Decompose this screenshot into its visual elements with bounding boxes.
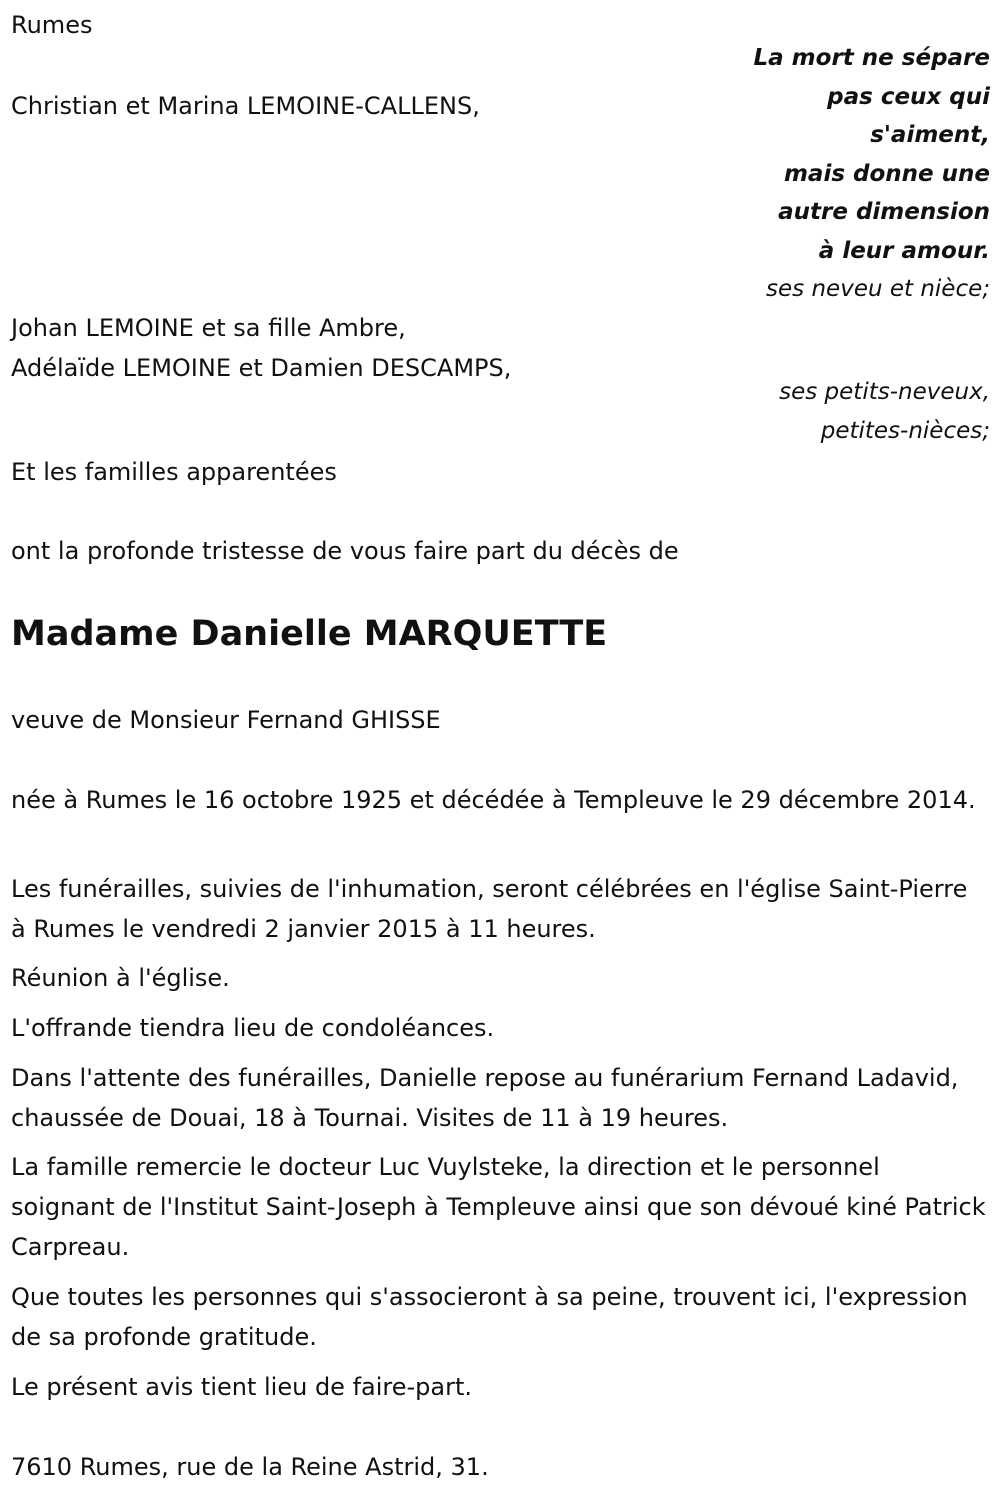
quote-line: s'aiment,: [870, 122, 990, 148]
funeral-paragraph: Les funérailles, suivies de l'inhumation, seront célébrées en l'église Saint-Pierre à Rumes le vendredi 2 janvier 2015 à 11 heures.: [11, 875, 968, 943]
widow-of: veuve de Monsieur Fernand GHISSE: [11, 706, 441, 734]
locality: Rumes: [11, 11, 93, 39]
thanks-paragraph: La famille remercie le docteur Luc Vuylsteke, la direction et le personnel soignant de l'Institut Saint-Joseph à Templeuve ainsi que son dévoué kiné Patrick Carpreau.: [11, 1153, 986, 1261]
deceased-name: Madame Danielle MARQUETTE: [11, 614, 608, 654]
quote-line: pas ceux qui: [827, 83, 990, 110]
quote-line: à leur amour.: [818, 237, 990, 264]
notice-paragraph: Le présent avis tient lieu de faire-part.: [11, 1373, 473, 1401]
announcement: ont la profonde tristesse de vous faire part du décès de: [11, 537, 679, 565]
gratitude-paragraph: Que toutes les personnes qui s'associeront à sa peine, trouvent ici, l'expression de sa profonde gratitude.: [11, 1283, 968, 1351]
meeting-paragraph: Réunion à l'église.: [11, 964, 230, 992]
grand-nephews-role-line: ses petits-neveux,: [779, 379, 990, 405]
offering-paragraph: L'offrande tiendra lieu de condoléances.: [11, 1014, 495, 1042]
grand-nephew-1: Johan LEMOINE et sa fille Ambre,: [11, 314, 406, 342]
quote-line: mais donne une: [783, 160, 990, 187]
birth-death: née à Rumes le 16 octobre 1925 et décédée à Templeuve le 29 décembre 2014.: [11, 786, 976, 814]
related-families: Et les familles apparentées: [11, 458, 337, 486]
nephew-niece-role: ses neveu et nièce;: [766, 276, 990, 302]
quote-line: La mort ne sépare: [753, 45, 990, 71]
memorial-quote: [754, 39, 991, 270]
grand-nephew-2: Adélaïde LEMOINE et Damien DESCAMPS,: [11, 354, 512, 382]
funerarium-paragraph: Dans l'attente des funérailles, Danielle repose au funérarium Fernand Ladavid, chaussée de Douai, 18 à Tournai. Visites de 11 à 19 heures.: [11, 1064, 959, 1132]
address: 7610 Rumes, rue de la Reine Astrid, 31.: [11, 1453, 489, 1481]
quote-line: autre dimension: [778, 199, 990, 225]
grand-nephews-role-line: petites-nièces;: [820, 417, 990, 444]
family-children: Christian et Marina LEMOINE-CALLENS,: [11, 92, 480, 120]
grand-nephews-role: [779, 373, 990, 450]
